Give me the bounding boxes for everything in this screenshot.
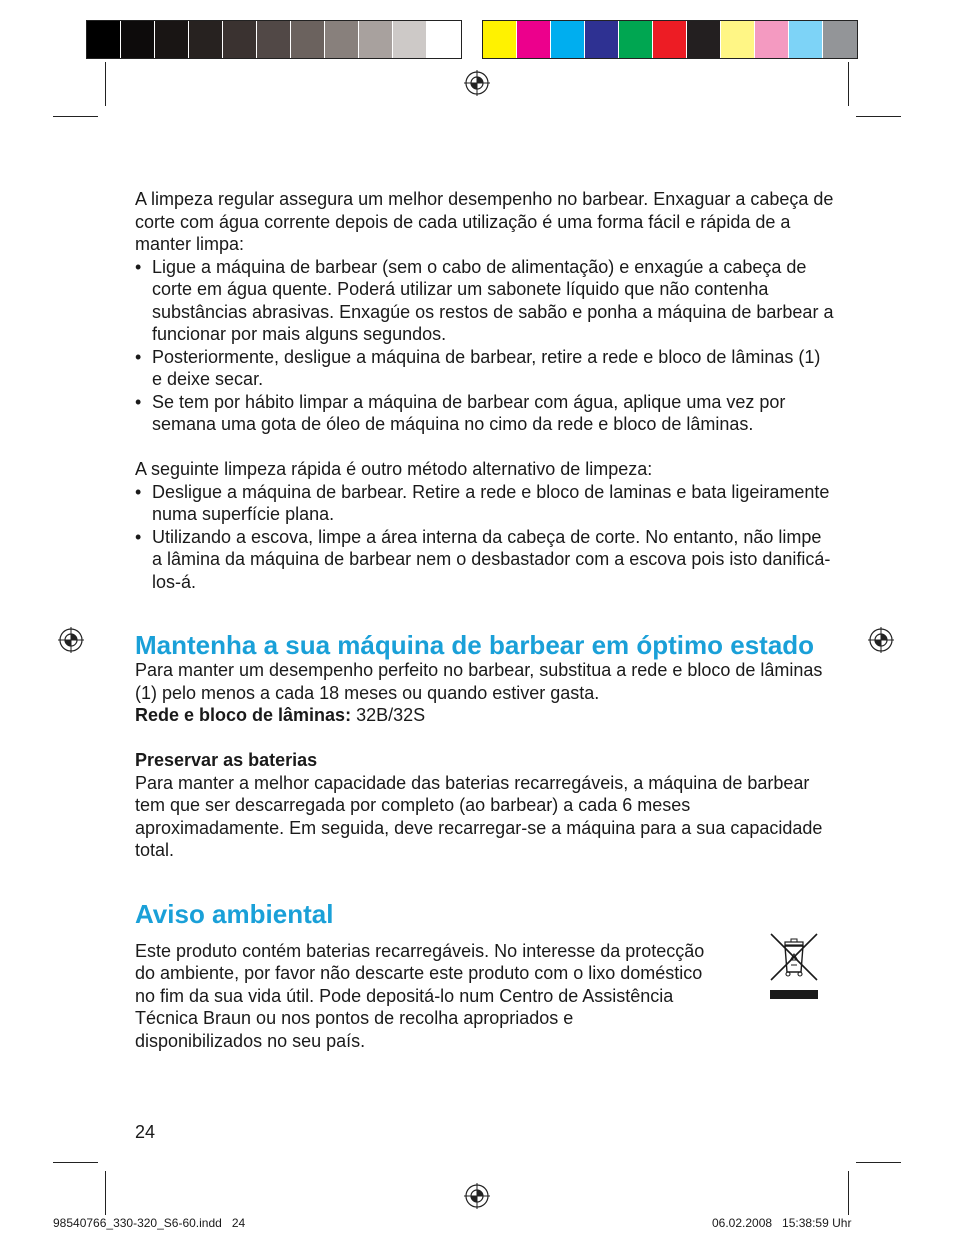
intro-paragraph: A limpeza regular assegura um melhor desempenho no barbear. Enxaguar a cabeça de corte com água corrente depois de cada utilização é uma forma fácil e rápida de a manter limpa: (135, 189, 834, 254)
color-swatch (551, 21, 585, 58)
list-item: • Se tem por hábito limpar a máquina de barbear com água, aplique uma vez por semana uma gota de óleo de máquina no cimo da rede e bloco de lâminas. (135, 391, 835, 436)
battery-title: Preservar as baterias (135, 750, 318, 770)
color-swatch (721, 21, 755, 58)
crop-mark (848, 62, 849, 106)
color-swatch (483, 21, 517, 58)
registration-mark-icon (464, 1183, 490, 1209)
color-swatch (427, 21, 461, 58)
battery-paragraph: Para manter a melhor capacidade das baterias recarregáveis, a máquina de barbear tem que ser descarregada por completo (ao barbear) a cada 6 meses aproximadamente. Em seguida, deve recarregar-se a máquina para a sua capacidade total. (135, 772, 823, 860)
quick-clean-paragraph: A seguinte limpeza rápida é outro método alternativo de limpeza: (135, 459, 653, 479)
color-swatch (189, 21, 223, 58)
parts-value: 32B/32S (356, 705, 426, 725)
maintain-paragraph: Para manter um desempenho perfeito no barbear, substitua a rede e bloco de lâminas (1) pelo menos a cada 18 meses ou quando estiver gasta. (135, 660, 823, 703)
color-swatch (291, 21, 325, 58)
crop-mark (848, 1171, 849, 1215)
environment-heading: Aviso ambiental (135, 898, 334, 929)
color-swatch (87, 21, 121, 58)
color-swatch (619, 21, 653, 58)
footer-timestamp: 06.02.2008 15:38:59 Uhr (712, 1216, 852, 1230)
list-item: • Desligue a máquina de barbear. Retire a rede e bloco de laminas e bata ligeiramente numa superfície plana. (135, 481, 835, 526)
environment-paragraph: Este produto contém baterias recarregáveis. No interesse da protecção do ambiente, por favor não descarte este produto com o lixo doméstico no fim da sua vida útil. Pode depositá-lo num Centro de Assistência Técnica Braun ou nos pontos de recolha apropriados e disponibilizados no seu país. (135, 940, 705, 1051)
color-swatch (517, 21, 551, 58)
color-swatch (155, 21, 189, 58)
quick-clean-bullet-list (135, 481, 835, 594)
registration-mark-icon (868, 627, 894, 653)
crop-mark (105, 1171, 106, 1215)
crop-mark (856, 1162, 901, 1163)
crop-mark (105, 62, 106, 106)
maintain-heading: Mantenha a sua máquina de barbear em óptimo estado (135, 630, 815, 660)
color-swatch (653, 21, 687, 58)
page-content (135, 188, 835, 1052)
color-swatch (687, 21, 721, 58)
environment-section (135, 940, 835, 1053)
color-swatch (121, 21, 155, 58)
crop-mark (856, 116, 901, 117)
color-swatch (585, 21, 619, 58)
color-swatch (823, 21, 857, 58)
list-item: • Utilizando a escova, limpe a área interna da cabeça de corte. No entanto, não limpe a lâmina da máquina de barbear nem o desbastador com a escova pois isto danificá-los-á. (135, 526, 835, 594)
crossed-out-wheelie-bin-icon (769, 932, 819, 1004)
parts-label: Rede e bloco de lâminas: (135, 705, 352, 725)
color-swatch (755, 21, 789, 58)
color-swatch (223, 21, 257, 58)
grayscale-color-bar (86, 20, 462, 59)
crop-mark (53, 116, 98, 117)
intro-bullet-list (135, 256, 835, 436)
color-swatch (789, 21, 823, 58)
process-color-bar (482, 20, 858, 59)
color-swatch (257, 21, 291, 58)
registration-mark-icon (464, 70, 490, 96)
color-swatch (325, 21, 359, 58)
page-number: 24 (135, 1122, 156, 1142)
parts-line (135, 704, 835, 727)
crop-mark (53, 1162, 98, 1163)
list-item: • Posteriormente, desligue a máquina de barbear, retire a rede e bloco de lâminas (1) e deixe secar. (135, 346, 835, 391)
registration-mark-icon (58, 627, 84, 653)
footer-file-info: 98540766_330-320_S6-60.indd 24 (53, 1216, 246, 1230)
list-item: • Ligue a máquina de barbear (sem o cabo de alimentação) e enxagúe a cabeça de corte em água quente. Poderá utilizar um sabonete líquido que não contenha substâncias abrasivas. Enxagúe os restos de sabão e ponha a máquina de barbear a funcionar por mais alguns segundos. (135, 256, 835, 346)
color-swatch (393, 21, 427, 58)
color-swatch (359, 21, 393, 58)
